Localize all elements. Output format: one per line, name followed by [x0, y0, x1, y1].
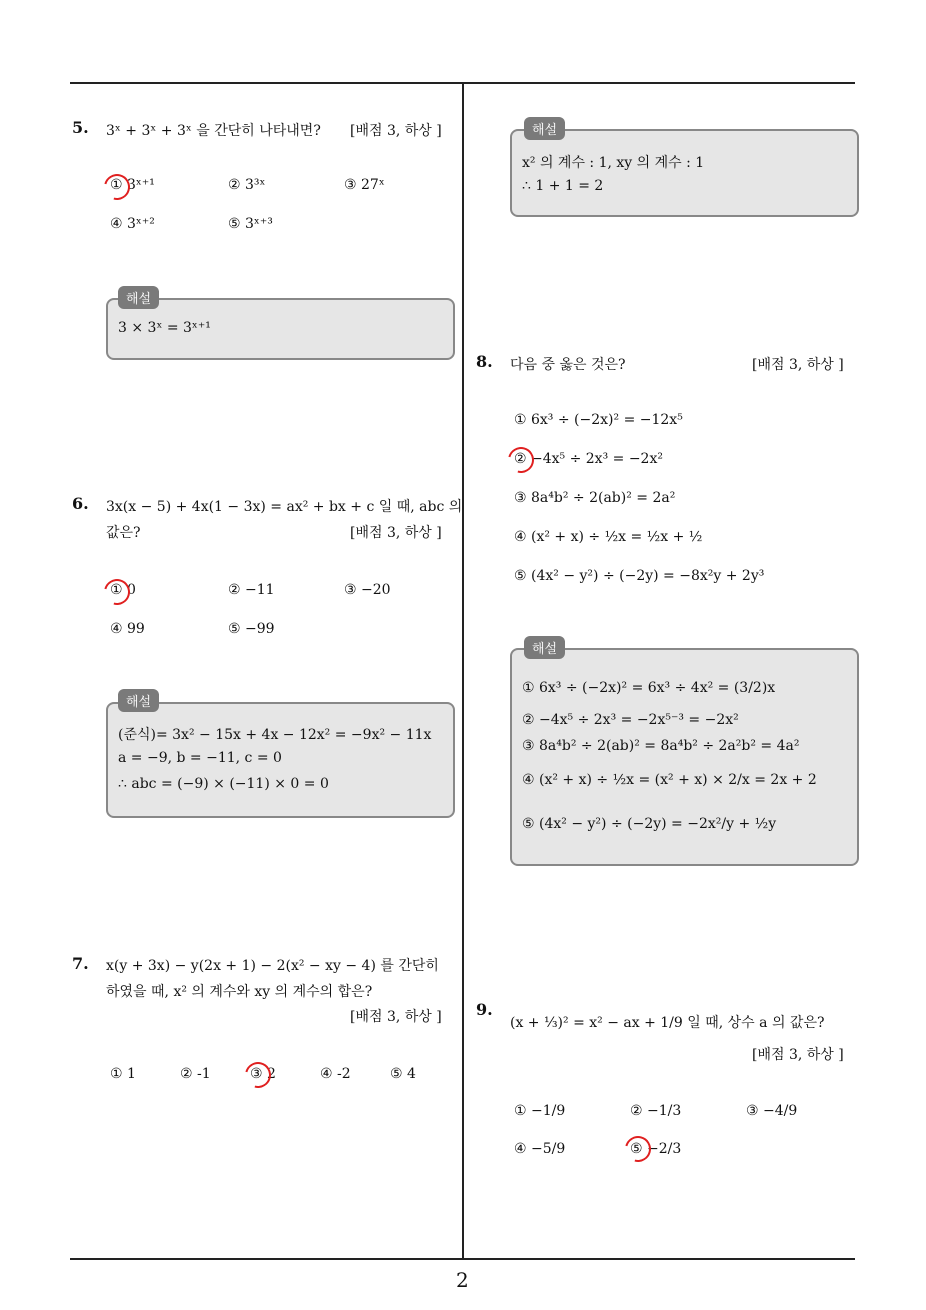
question-number: 9.	[476, 1000, 493, 1019]
explanation-line: 3 × 3ˣ = 3ˣ⁺¹	[118, 320, 211, 336]
question-text: x(y + 3x) − y(2x + 1) − 2(x² − xy − 4) 를 간단히	[106, 958, 439, 974]
explanation-tag: 해설	[524, 117, 565, 140]
explanation-tag: 해설	[118, 689, 159, 712]
option-1[interactable]: ① 1	[110, 1066, 136, 1082]
score-label: [배점 3, 하상 ]	[350, 525, 442, 541]
column-divider	[462, 83, 464, 1259]
answer-mark-circle	[99, 574, 135, 610]
score-label: [배점 3, 하상 ]	[350, 123, 442, 139]
page-number: 2	[456, 1268, 469, 1292]
explanation-line: (준식)= 3x² − 15x + 4x − 12x² = −9x² − 11x	[118, 727, 432, 743]
option-5[interactable]: ⑤ 3ˣ⁺³	[228, 216, 273, 232]
question-text-cont: 하였을 때, x² 의 계수와 xy 의 계수의 합은?	[106, 984, 373, 1000]
option-4[interactable]: ④ 99	[110, 621, 145, 637]
option-5[interactable]: ⑤ (4x² − y²) ÷ (−2y) = −8x²y + 2y³	[514, 568, 765, 584]
option-3[interactable]: ③ −4/9	[746, 1103, 798, 1119]
option-5[interactable]: ⑤ 4	[390, 1066, 416, 1082]
option-2[interactable]: ② −1/3	[630, 1103, 682, 1119]
explanation-tag: 해설	[118, 286, 159, 309]
question-text: (x + ⅓)² = x² − ax + 1/9 일 때, 상수 a 의 값은?	[510, 1015, 825, 1031]
option-4[interactable]: ④ (x² + x) ÷ ½x = ½x + ½	[514, 529, 703, 545]
explanation-line: a = −9, b = −11, c = 0	[118, 750, 282, 766]
answer-mark-circle	[620, 1131, 656, 1167]
option-5[interactable]: ⑤ −2/3	[630, 1141, 682, 1157]
score-label: [배점 3, 하상 ]	[752, 1047, 844, 1063]
option-3[interactable]: ③ 2	[250, 1066, 276, 1082]
option-5[interactable]: ⑤ −99	[228, 621, 275, 637]
question-number: 5.	[72, 118, 89, 137]
score-label: [배점 3, 하상 ]	[752, 357, 844, 373]
option-2[interactable]: ② 3³ˣ	[228, 177, 266, 193]
question-text: 3x(x − 5) + 4x(1 − 3x) = ax² + bx + c 일 때, abc 의	[106, 499, 463, 515]
option-1[interactable]: ① 6x³ ÷ (−2x)² = −12x⁵	[514, 412, 683, 428]
explanation-line: ④ (x² + x) ÷ ½x = (x² + x) × 2/x = 2x + 2	[522, 772, 817, 788]
option-2[interactable]: ② −4x⁵ ÷ 2x³ = −2x²	[514, 451, 663, 467]
explanation-line: ② −4x⁵ ÷ 2x³ = −2x⁵⁻³ = −2x²	[522, 712, 739, 728]
option-1[interactable]: ① 3ˣ⁺¹	[110, 177, 155, 193]
option-4[interactable]: ④ −5/9	[514, 1141, 566, 1157]
option-4[interactable]: ④ 3ˣ⁺²	[110, 216, 155, 232]
answer-mark-circle	[99, 169, 135, 205]
question-number: 7.	[72, 954, 89, 973]
option-4[interactable]: ④ -2	[320, 1066, 351, 1082]
option-3[interactable]: ③ −20	[344, 582, 391, 598]
explanation-box	[510, 129, 859, 217]
question-text-cont: 값은?	[106, 525, 141, 541]
option-3[interactable]: ③ 8a⁴b² ÷ 2(ab)² = 2a²	[514, 490, 676, 506]
explanation-line: ∴ abc = (−9) × (−11) × 0 = 0	[118, 776, 329, 792]
answer-mark-circle	[503, 442, 539, 478]
explanation-tag: 해설	[524, 636, 565, 659]
score-label: [배점 3, 하상 ]	[350, 1009, 442, 1025]
option-3[interactable]: ③ 27ˣ	[344, 177, 385, 193]
option-1[interactable]: ① −1/9	[514, 1103, 566, 1119]
option-2[interactable]: ② −11	[228, 582, 275, 598]
option-2[interactable]: ② -1	[180, 1066, 211, 1082]
question-number: 6.	[72, 494, 89, 513]
explanation-line: ① 6x³ ÷ (−2x)² = 6x³ ÷ 4x² = (3/2)x	[522, 680, 776, 696]
question-text: 다음 중 옳은 것은?	[510, 357, 626, 373]
answer-mark-circle	[240, 1057, 276, 1093]
question-number: 8.	[476, 352, 493, 371]
explanation-line: ∴ 1 + 1 = 2	[522, 178, 604, 194]
explanation-line: x² 의 계수 : 1, xy 의 계수 : 1	[522, 155, 705, 171]
option-1[interactable]: ① 0	[110, 582, 136, 598]
explanation-line: ⑤ (4x² − y²) ÷ (−2y) = −2x²/y + ½y	[522, 816, 777, 832]
question-text: 3ˣ + 3ˣ + 3ˣ 을 간단히 나타내면?	[106, 123, 321, 139]
bottom-rule	[70, 1258, 855, 1260]
explanation-line: ③ 8a⁴b² ÷ 2(ab)² = 8a⁴b² ÷ 2a²b² = 4a²	[522, 738, 800, 754]
